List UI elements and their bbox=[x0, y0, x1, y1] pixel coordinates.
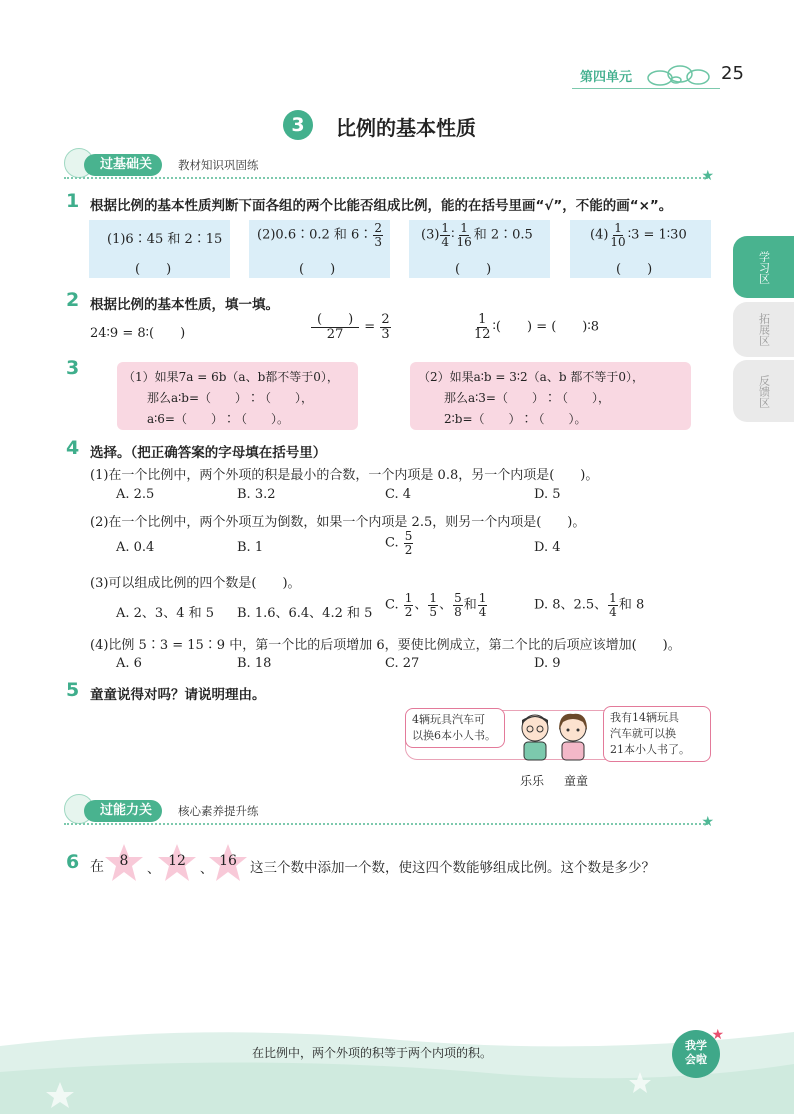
q1-item-4 bbox=[570, 220, 711, 278]
option-d[interactable]: D. 8、2.5、 $\frac{1}{4}$ 和 8 bbox=[534, 591, 645, 619]
question-text: 根据比例的基本性质判断下面各组的两个比能否组成比例，能的在括号里画“√”，不能的画“×”。 bbox=[90, 198, 673, 214]
question-number: 5 bbox=[66, 679, 80, 701]
q1-item-4-text: (4) $\frac{1}{10}$ ∶3 = 1∶30 bbox=[590, 221, 687, 249]
learned-badge: 我学 会啦 ★ bbox=[672, 1030, 720, 1078]
name-label: 童童 bbox=[564, 774, 589, 788]
page-number: 25 bbox=[721, 63, 744, 84]
star-icon: ★ bbox=[701, 814, 714, 830]
q1-item-2 bbox=[249, 220, 390, 278]
name-label: 乐乐 bbox=[520, 774, 545, 788]
section-divider bbox=[64, 823, 708, 825]
lesson-badge: 3 bbox=[283, 110, 313, 140]
option-d[interactable]: D. 9 bbox=[534, 656, 561, 671]
q2-part-c[interactable]: $\frac{1}{12}$ ∶( ) = ( )∶8 bbox=[474, 312, 600, 342]
section-ability-label: 过能力关 bbox=[84, 800, 162, 822]
q3-left-line[interactable]: a∶6=（ ）∶（ ）。 bbox=[147, 412, 289, 426]
q3-box-left bbox=[117, 362, 358, 430]
q3-right-line[interactable]: 那么a∶3=（ ）∶（ ）， bbox=[444, 391, 610, 405]
speech-bubble-lele: 4辆玩具汽车可 以换6本小人书。 bbox=[405, 708, 505, 748]
option-a[interactable]: A. 2.5 bbox=[116, 487, 155, 502]
unit-label: 第四单元 bbox=[580, 70, 633, 85]
q4-part-2: (2)在一个比例中，两个外项互为倒数，如果一个内项是 2.5，则另一个内项是( )。 bbox=[90, 515, 586, 530]
q1-item-3-text: (3) $\frac{1}{4}$ ∶ $\frac{1}{16}$ 和 2∶0.5 bbox=[421, 221, 533, 249]
question-number: 3 bbox=[66, 357, 80, 379]
q5-illustration bbox=[403, 706, 713, 796]
q4-part-4: (4)比例 5∶3 = 15∶9 中，第一个比的后项增加 6，要使比例成立，第二个比的后项应该增加( )。 bbox=[90, 638, 681, 653]
option-c[interactable]: C. 27 bbox=[385, 656, 420, 671]
option-a[interactable]: A. 2、3、4 和 5 bbox=[116, 606, 215, 621]
option-b[interactable]: B. 18 bbox=[237, 656, 272, 671]
section-ability-sub: 核心素养提升练 bbox=[178, 804, 259, 818]
q1-item-1 bbox=[89, 220, 230, 278]
cloud-decoration bbox=[646, 62, 712, 88]
girl-tongtong-icon bbox=[553, 712, 593, 770]
side-tab-extend[interactable]: 拓展区 bbox=[733, 302, 794, 357]
section-basic bbox=[64, 154, 714, 184]
option-d[interactable]: D. 5 bbox=[534, 487, 561, 502]
q2-part-a[interactable]: 24∶9 = 8∶( ) bbox=[90, 326, 186, 341]
q3-right-line: （2）如果a∶b = 3∶2（a、b 都不等于0）， bbox=[418, 370, 644, 384]
side-tab-study[interactable]: 学习区 bbox=[733, 236, 794, 298]
option-a[interactable]: A. 0.4 bbox=[116, 540, 155, 555]
section-basic-sub: 教材知识巩固练 bbox=[178, 158, 259, 172]
side-tab-feedback[interactable]: 反馈区 bbox=[733, 360, 794, 422]
answer-blank[interactable]: ( ) bbox=[135, 262, 172, 277]
question-text: 童童说得对吗？请说明理由。 bbox=[90, 687, 266, 703]
option-c[interactable]: C. $\frac{5}{2}$ bbox=[385, 529, 413, 557]
lesson-title: 比例的基本性质 bbox=[336, 116, 476, 140]
option-d[interactable]: D. 4 bbox=[534, 540, 561, 555]
separator: 、 bbox=[147, 862, 161, 877]
answer-blank[interactable]: ( ) bbox=[455, 262, 492, 277]
q3-box-right bbox=[410, 362, 691, 430]
option-a[interactable]: A. 6 bbox=[116, 656, 142, 671]
number-star-12: 12 bbox=[157, 843, 197, 883]
q4-part-1: (1)在一个比例中，两个外项的积是最小的合数，一个内项是 0.8，另一个内项是( )。 bbox=[90, 468, 599, 483]
star-icon: ★ bbox=[711, 1027, 724, 1043]
speech-bubble-tongtong: 我有14辆玩具 汽车就可以换 21本小人书了。 bbox=[603, 706, 711, 762]
q4-part-3: (3)可以组成比例的四个数是( )。 bbox=[90, 576, 301, 591]
q3-left-line[interactable]: 那么a∶b=（ ）∶（ ）， bbox=[147, 391, 314, 405]
number-star-8: 8 bbox=[104, 843, 144, 883]
q1-item-1-text: (1)6∶45 和 2∶15 bbox=[107, 232, 223, 247]
section-divider bbox=[64, 177, 708, 179]
answer-blank[interactable]: ( ) bbox=[616, 262, 653, 277]
option-b[interactable]: B. 1.6、6.4、4.2 和 5 bbox=[237, 606, 373, 621]
q3-right-line[interactable]: 2∶b=（ ）∶（ ）。 bbox=[444, 412, 587, 426]
answer-blank[interactable]: ( ) bbox=[299, 262, 336, 277]
option-c[interactable]: C. $\frac{1}{2}$ 、 $\frac{1}{5}$ 、 $\frac{5}{8}$ 和 $\frac{1}{4}$ bbox=[385, 591, 487, 619]
q6-text: 这三个数中添加一个数，使这四个数能够组成比例。这个数是多少？ bbox=[250, 860, 655, 876]
q3-left-line: （1）如果7a = 6b（a、b都不等于0）， bbox=[123, 370, 339, 384]
q2-part-b[interactable]: $\frac{( )}{27}$ = $\frac{2}{3}$ bbox=[310, 313, 392, 341]
question-number: 6 bbox=[66, 851, 80, 873]
separator: 、 bbox=[200, 862, 214, 877]
footer-note: 在比例中，两个外项的积等于两个内项的积。 bbox=[252, 1046, 493, 1060]
star-icon: ★ bbox=[701, 168, 714, 184]
q1-item-3 bbox=[409, 220, 550, 278]
question-text: 选择。（把正确答案的字母填在括号里） bbox=[90, 445, 327, 461]
header-rule bbox=[572, 88, 720, 89]
option-b[interactable]: B. 1 bbox=[237, 540, 264, 555]
boy-lele-icon bbox=[515, 712, 555, 770]
number-star-16: 16 bbox=[208, 843, 248, 883]
option-b[interactable]: B. 3.2 bbox=[237, 487, 276, 502]
question-number: 2 bbox=[66, 289, 80, 311]
question-number: 1 bbox=[66, 190, 80, 212]
q6-prefix: 在 bbox=[90, 859, 104, 875]
option-c[interactable]: C. 4 bbox=[385, 487, 412, 502]
question-number: 4 bbox=[66, 437, 80, 459]
section-ability bbox=[64, 800, 714, 830]
question-text: 根据比例的基本性质，填一填。 bbox=[90, 297, 279, 313]
q1-item-2-text: (2)0.6∶0.2 和 6∶ $\frac{2}{3}$ bbox=[257, 221, 382, 249]
section-basic-label: 过基础关 bbox=[84, 154, 162, 176]
